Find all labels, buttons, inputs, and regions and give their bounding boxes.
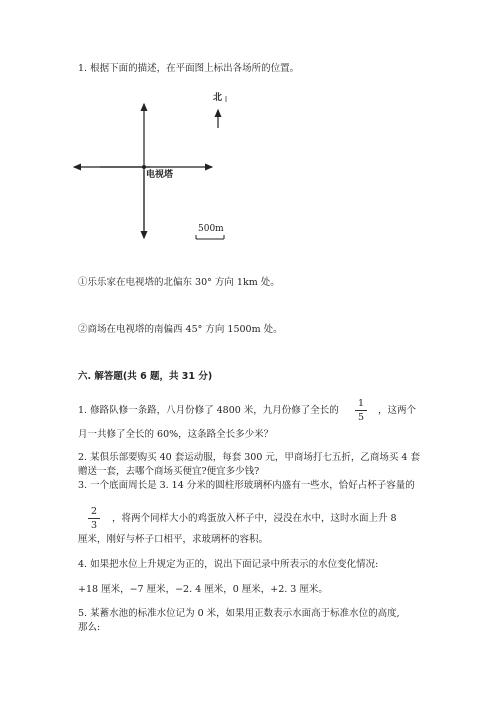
- p1-frac-den: 5: [357, 412, 365, 423]
- p3-line1: 3. 一个底面周长是 3. 14 分米的圆柱形玻璃杯内盛有一些水，恰好占杯子容量的: [78, 480, 415, 491]
- p2-line2: 赠送一套，去哪个商场买便宜?便宜多少钱?: [78, 466, 260, 477]
- p3-line3: 厘米，刚好与杯子口相平，求玻璃杯的容积。: [78, 534, 269, 545]
- p4-line1: 4. 如果把水位上升规定为正的，说出下面记录中所表示的水位变化情况:: [78, 559, 379, 570]
- p1-line1-end: ，这两个: [378, 405, 417, 416]
- p1-line1: 1. 修路队修一条路，八月份修了 4800 米，九月份修了全长的: [78, 405, 339, 416]
- p3-frac-num: 2: [90, 506, 98, 517]
- p4-line2: +18 厘米，−7 厘米，−2. 4 厘米，0 厘米，+2. 3 厘米。: [78, 584, 328, 595]
- section-title: 六. 解答题(共 6 题，共 31 分): [78, 371, 213, 382]
- q1-item2: ②商场在电视塔的南偏西 45° 方向 1500m 处。: [78, 324, 283, 335]
- scale-label: 500m: [198, 224, 224, 234]
- p5-line1: 5. 某蓄水池的标准水位记为 0 米，如果用正数表示水面高于标准水位的高度,: [78, 608, 400, 619]
- p5-line2: 那么:: [78, 622, 101, 633]
- p2-line1: 2. 某俱乐部要购买 40 套运动服，每套 300 元，甲商场打七五折，乙商场买 4 套: [78, 452, 420, 463]
- p1-line2: 月一共修了全长的 60%，这条路全长多少米？: [78, 429, 274, 440]
- q1-text: 1. 根据下面的描述，在平面图上标出各场所的位置。: [78, 63, 300, 74]
- p3-frac-den: 3: [90, 520, 98, 531]
- p3-line2: ，将两个同样大小的鸡蛋放入杯子中，浸没在水中，这时水面上升 8: [112, 513, 397, 524]
- q1-item1: ①乐乐家在电视塔的北偏东 30° 方向 1km 处。: [78, 277, 280, 288]
- p1-frac-num: 1: [357, 398, 365, 409]
- p1-fraction: [355, 398, 367, 423]
- p3-fraction: [88, 506, 100, 531]
- north-label: 北: [213, 93, 223, 103]
- tv-tower-label: 电视塔: [146, 170, 174, 180]
